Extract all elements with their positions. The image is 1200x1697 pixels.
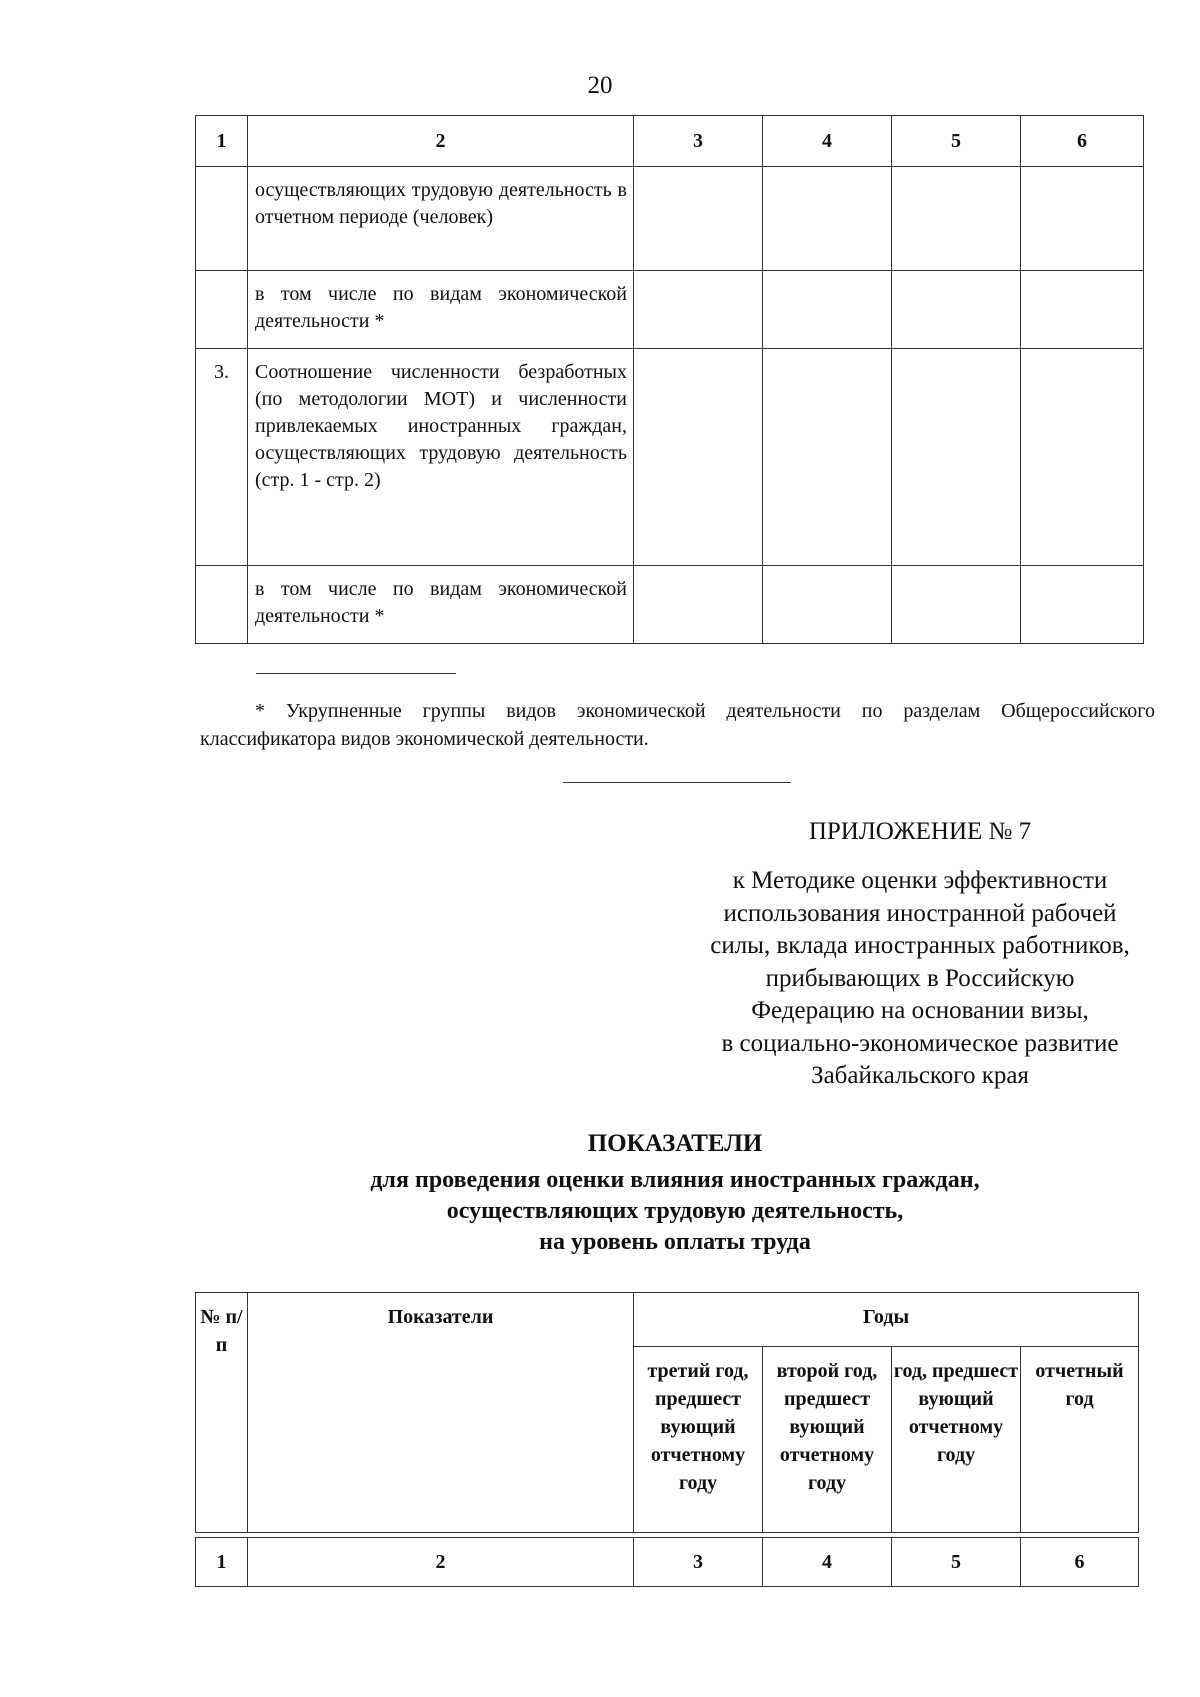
column-number: 1 bbox=[196, 116, 248, 167]
appendix-subtitle-line: использования иностранной рабочей bbox=[723, 899, 1117, 927]
column-number: 4 bbox=[763, 1538, 892, 1587]
column-number: 5 bbox=[892, 116, 1021, 167]
year-column-header: третий год, предшест вующий отчетному году bbox=[634, 1347, 763, 1533]
subheading-line: для проведения оценки влияния иностранных граждан, bbox=[370, 1167, 980, 1193]
column-number: 1 bbox=[196, 1538, 248, 1587]
table-row bbox=[196, 271, 1144, 349]
appendix-subtitle-line: Забайкальского края bbox=[811, 1062, 1029, 1089]
column-number: 3 bbox=[634, 116, 763, 167]
appendix-subtitle-line: в социально-экономическое развитие bbox=[721, 1029, 1119, 1057]
document-heading: ПОКАЗАТЕЛИ bbox=[587, 1130, 763, 1157]
value-cell bbox=[763, 566, 892, 644]
row-number: 3. bbox=[196, 349, 248, 566]
value-cell bbox=[634, 566, 763, 644]
appendix-subtitle-line: к Методике оценки эффективности bbox=[732, 867, 1108, 894]
value-cell bbox=[763, 167, 892, 271]
indicator-text: в том числе по видам экономической деятельности * bbox=[248, 271, 634, 349]
year-column-header: второй год, предшест вующий отчетному году bbox=[763, 1347, 892, 1533]
column-number: 2 bbox=[248, 1538, 634, 1587]
year-column-header: год, предшест вующий отчетному году bbox=[892, 1347, 1021, 1533]
column-number-row bbox=[196, 116, 1144, 167]
appendix-subtitle bbox=[650, 865, 1190, 1093]
column-number-header: № п/п bbox=[196, 1293, 248, 1533]
column-indicators-header: Показатели bbox=[248, 1293, 634, 1533]
appendix-title: ПРИЛОЖЕНИЕ № 7 bbox=[808, 818, 1032, 845]
section-divider bbox=[563, 782, 791, 783]
indicator-text: Соотношение численности безработных (по методологии МОТ) и численности привлекаемых иностранных граждан, осуществляющих трудовую деятельность (стр. 1 - стр. 2) bbox=[248, 349, 634, 566]
table-row bbox=[196, 167, 1144, 271]
column-number-row bbox=[196, 1538, 1139, 1587]
value-cell bbox=[634, 167, 763, 271]
subheading-line: осуществляющих трудовую деятельность, bbox=[446, 1198, 904, 1224]
row-number bbox=[196, 167, 248, 271]
appendix-subtitle-line: Федерацию на основании визы, bbox=[751, 997, 1089, 1024]
table-row bbox=[196, 566, 1144, 644]
indicators-table-continued bbox=[195, 115, 1144, 644]
column-number: 6 bbox=[1021, 116, 1144, 167]
row-number bbox=[196, 271, 248, 349]
wage-indicators-header-table bbox=[195, 1292, 1139, 1533]
value-cell bbox=[1021, 349, 1144, 566]
column-number: 6 bbox=[1021, 1538, 1139, 1587]
appendix-subtitle-line: прибывающих в Российскую bbox=[765, 964, 1075, 992]
value-cell bbox=[634, 349, 763, 566]
column-number: 5 bbox=[892, 1538, 1021, 1587]
value-cell bbox=[763, 271, 892, 349]
column-years-header: Годы bbox=[634, 1293, 1139, 1347]
indicator-text: в том числе по видам экономической деятельности * bbox=[248, 566, 634, 644]
appendix-subtitle-line: силы, вклада иностранных работников, bbox=[710, 932, 1130, 959]
page-number: 20 bbox=[587, 72, 613, 99]
column-number: 3 bbox=[634, 1538, 763, 1587]
value-cell bbox=[763, 349, 892, 566]
subheading-line: на уровень оплаты труда bbox=[539, 1229, 811, 1255]
document-subheading bbox=[0, 1165, 1200, 1258]
value-cell bbox=[892, 167, 1021, 271]
column-number: 2 bbox=[248, 116, 634, 167]
column-number: 4 bbox=[763, 116, 892, 167]
wage-indicators-number-row bbox=[195, 1537, 1139, 1587]
indicator-text: осуществляющих трудовую деятельность в отчетном периоде (человек) bbox=[248, 167, 634, 271]
row-number bbox=[196, 566, 248, 644]
value-cell bbox=[892, 271, 1021, 349]
value-cell bbox=[892, 349, 1021, 566]
value-cell bbox=[1021, 271, 1144, 349]
footnote-divider bbox=[256, 673, 456, 674]
value-cell bbox=[1021, 167, 1144, 271]
year-column-header: отчетный год bbox=[1021, 1347, 1139, 1533]
value-cell bbox=[634, 271, 763, 349]
value-cell bbox=[1021, 566, 1144, 644]
table-row bbox=[196, 349, 1144, 566]
value-cell bbox=[892, 566, 1021, 644]
footnote: * Укрупненные группы видов экономической деятельности по разделам Общероссийского классификатора видов экономической деятельности. bbox=[200, 700, 1155, 750]
